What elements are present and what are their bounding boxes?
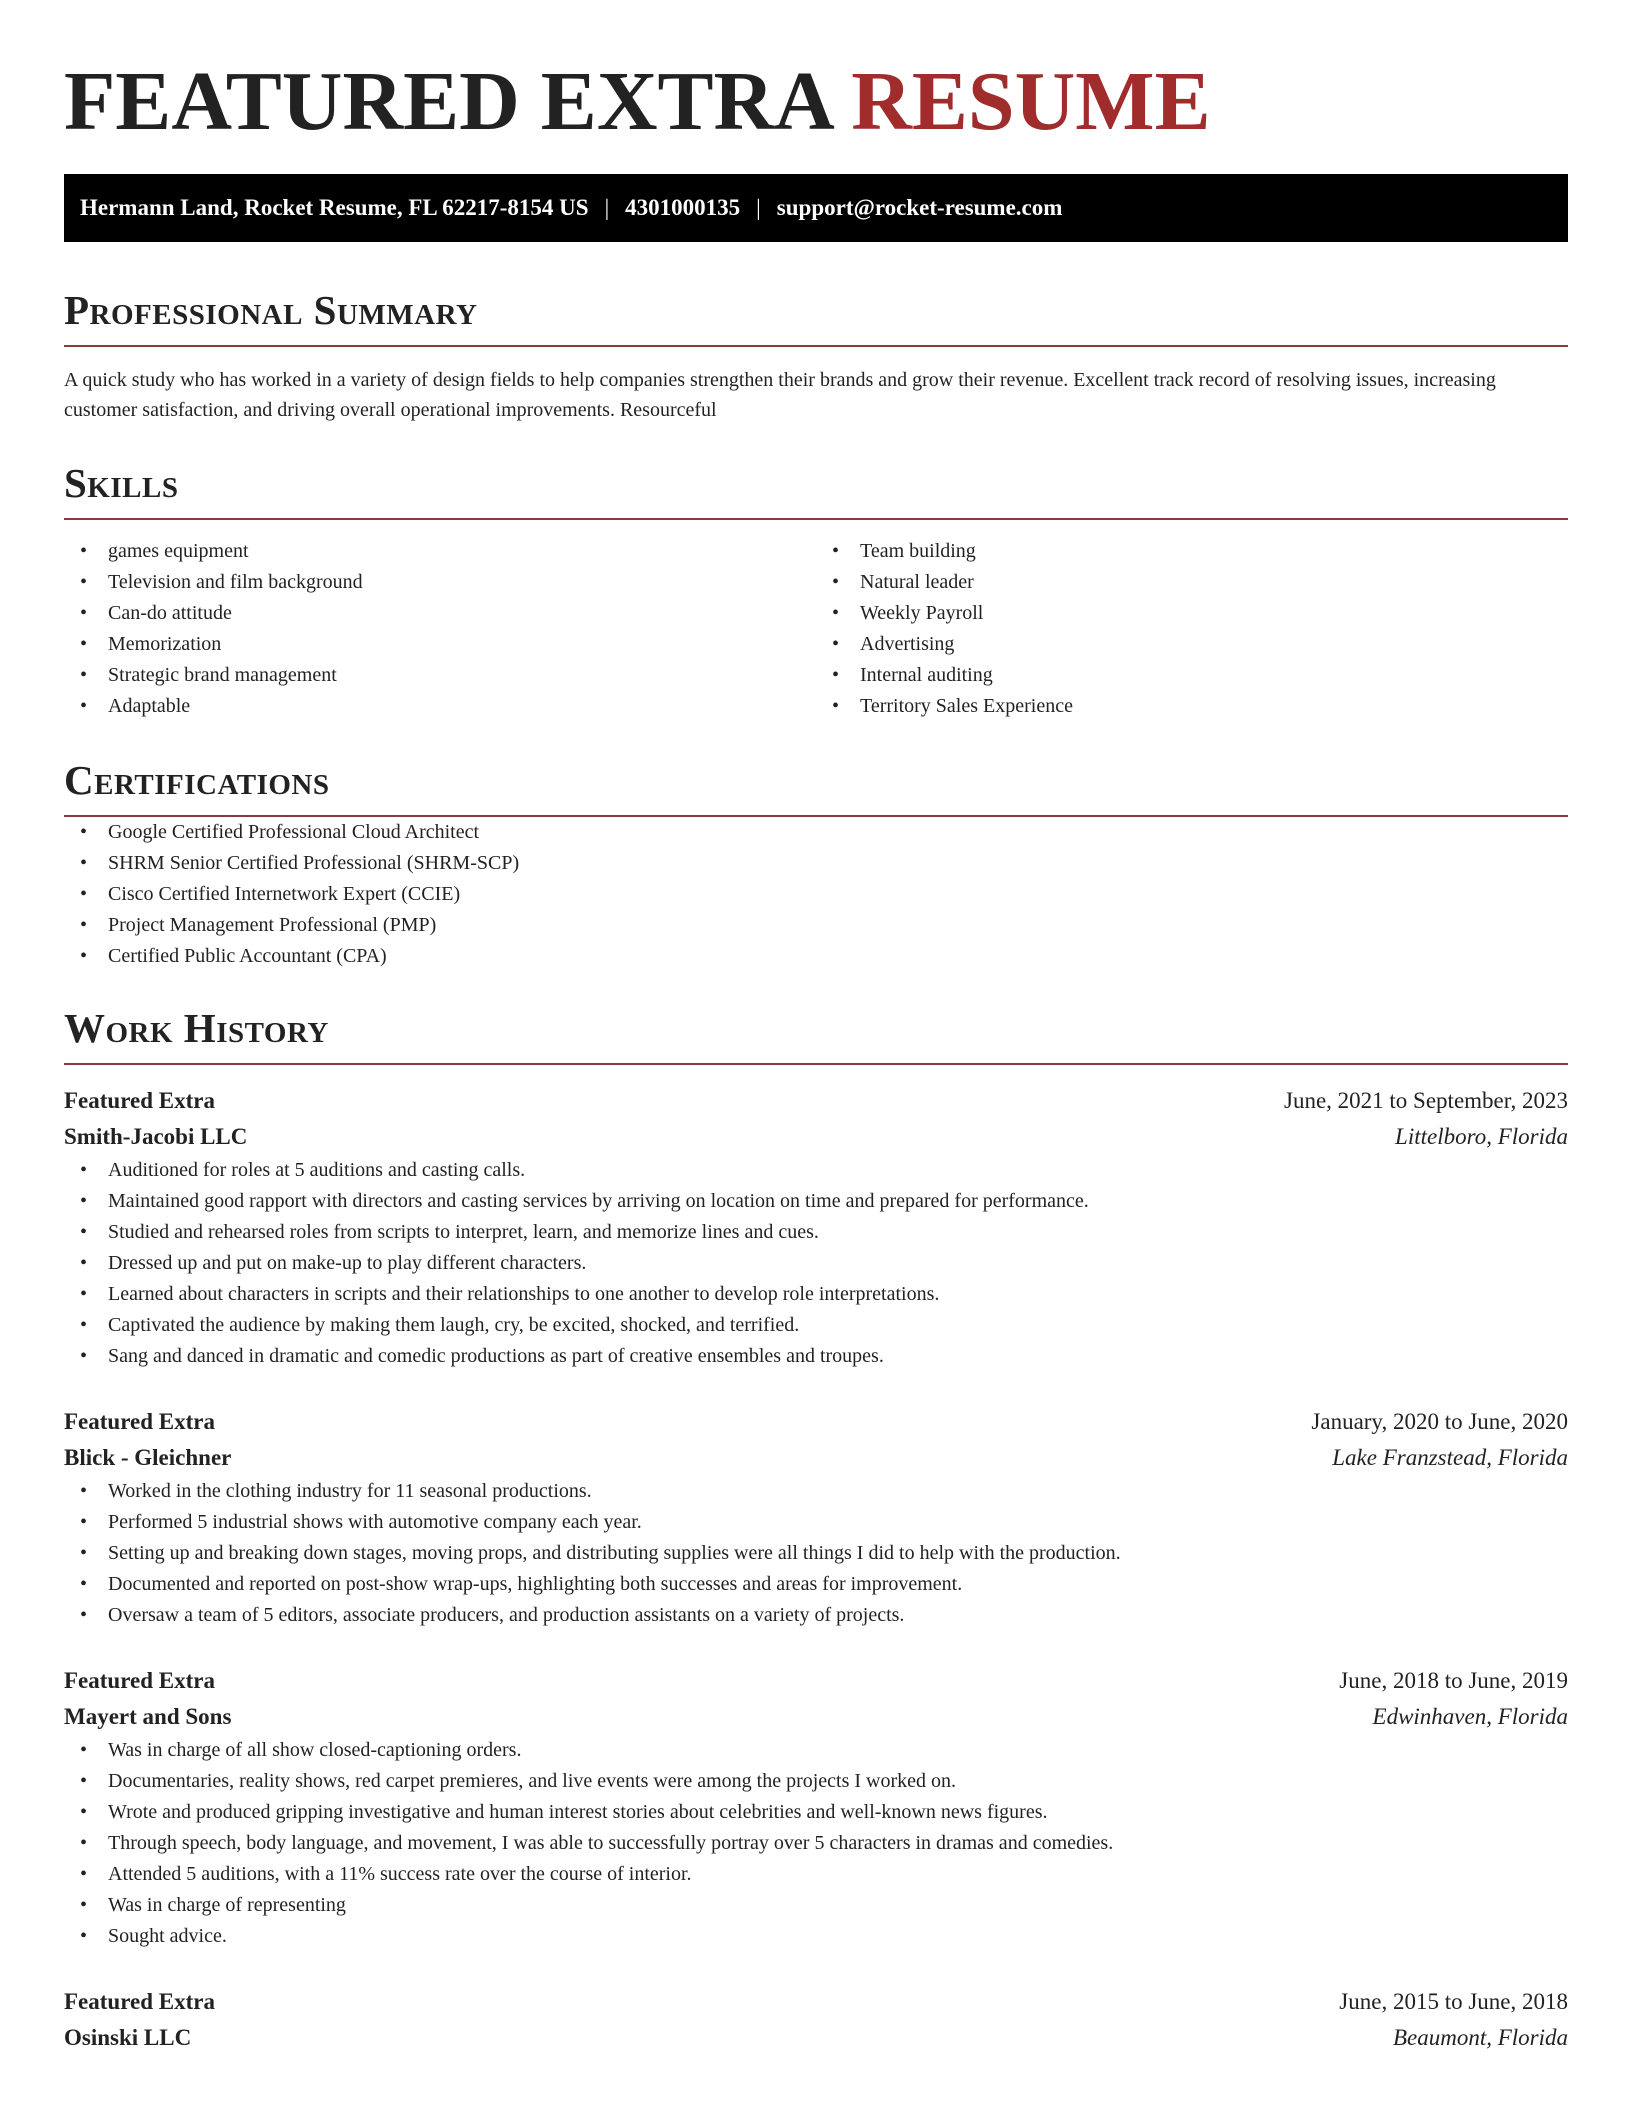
job-company-row [64,1119,1568,1155]
contact-address: Hermann Land, Rocket Resume, FL 62217-8154 US [80,195,589,220]
job-bullets [64,1476,1568,1631]
contact-separator: | [756,195,761,220]
job-bullet: • Worked in the clothing industry for 11 seasonal productions. [80,1476,1568,1507]
summary-text: A quick study who has worked in a variety of design fields to help companies strengthen their brands and grow their revenue. Excellent track record of resolving issues, increasing customer satisfaction, and driving overall operational improvements. Resourceful [64,369,1496,421]
job-company: Mayert and Sons [64,1704,232,1729]
skill-item: • Can-do attitude [80,598,816,629]
section-heading-skills: Skills [64,463,1568,520]
job-title: Featured Extra [64,1668,215,1693]
job-bullet: • Dressed up and put on make-up to play different characters. [80,1248,1568,1279]
job-entry [64,1404,1568,1631]
skills-list-right [816,536,1568,722]
skill-item: • Strategic brand management [80,660,816,691]
job-bullet: • Studied and rehearsed roles from scripts to interpret, learn, and memorize lines and cues. [80,1217,1568,1248]
skill-item: • Team building [832,536,1568,567]
job-title: Featured Extra [64,1409,215,1434]
certification-item: • SHRM Senior Certified Professional (SHRM-SCP) [80,848,1568,879]
job-bullet: • Sought advice. [80,1921,1568,1952]
skill-item: • Internal auditing [832,660,1568,691]
job-bullet: • Was in charge of all show closed-captioning orders. [80,1735,1568,1766]
job-bullet: • Attended 5 auditions, with a 11% success rate over the course of interior. [80,1859,1568,1890]
job-bullet: • Setting up and breaking down stages, moving props, and distributing supplies were all things I did to help with the production. [80,1538,1568,1569]
job-bullet: • Learned about characters in scripts and their relationships to one another to develop role interpretations. [80,1279,1568,1310]
job-header-row [64,1663,1568,1699]
certifications-list [64,817,1568,972]
job-bullet: • Auditioned for roles at 5 auditions and casting calls. [80,1155,1568,1186]
job-company: Smith-Jacobi LLC [64,1124,248,1149]
skill-item: • Advertising [832,629,1568,660]
job-dates: June, 2021 to September, 2023 [1284,1088,1568,1113]
contact-phone: 4301000135 [625,195,741,220]
job-bullet: • Maintained good rapport with directors and casting services by arriving on location on time and prepared for performance. [80,1186,1568,1217]
job-bullet: • Was in charge of representing [80,1890,1568,1921]
job-bullet: • Sang and danced in dramatic and comedic productions as part of creative ensembles and troupes. [80,1341,1568,1372]
job-location: Beaumont, Florida [1392,2025,1568,2050]
job-entry [64,1663,1568,1952]
job-bullet: • Wrote and produced gripping investigative and human interest stories about celebrities and well-known news figures. [80,1797,1568,1828]
job-dates: June, 2018 to June, 2019 [1339,1668,1568,1693]
certification-item: • Certified Public Accountant (CPA) [80,941,1568,972]
job-company-row [64,1440,1568,1476]
job-bullets [64,1735,1568,1952]
job-dates: June, 2015 to June, 2018 [1339,1989,1568,2014]
section-heading-certifications: Certifications [64,760,1568,817]
job-location: Edwinhaven, Florida [1372,1704,1568,1729]
job-company: Blick - Gleichner [64,1445,232,1470]
skill-item: • Adaptable [80,691,816,722]
skill-item: • Television and film background [80,567,816,598]
certification-item: • Project Management Professional (PMP) [80,910,1568,941]
section-heading-work-history: Work History [64,1008,1568,1065]
skills-list-left [64,536,816,722]
job-bullets [64,1155,1568,1372]
job-bullet: • Captivated the audience by making them laugh, cry, be excited, shocked, and terrified. [80,1310,1568,1341]
job-header-row [64,1083,1568,1119]
skill-item: • Territory Sales Experience [832,691,1568,722]
job-company-row [64,1699,1568,1735]
job-header-row [64,1404,1568,1440]
resume-title [64,55,1568,152]
contact-bar [64,174,1568,242]
skill-item: • Weekly Payroll [832,598,1568,629]
certification-item: • Google Certified Professional Cloud Architect [80,817,1568,848]
job-bullet: • Oversaw a team of 5 editors, associate producers, and production assistants on a variety of projects. [80,1600,1568,1631]
job-dates: January, 2020 to June, 2020 [1311,1409,1568,1434]
skills-grid [64,536,1568,722]
certification-item: • Cisco Certified Internetwork Expert (CCIE) [80,879,1568,910]
job-bullet: • Documented and reported on post-show wrap-ups, highlighting both successes and areas for improvement. [80,1569,1568,1600]
skill-item: • Natural leader [832,567,1568,598]
job-title: Featured Extra [64,1088,215,1113]
job-location: Littelboro, Florida [1395,1124,1568,1149]
section-heading-summary: Professional Summary [64,290,1568,347]
title-job-name: FEATURED EXTRA [64,55,831,148]
skill-item: • games equipment [80,536,816,567]
job-title: Featured Extra [64,1989,215,2014]
job-header-row [64,1984,1568,2020]
job-company-row [64,2020,1568,2056]
skill-item: • Memorization [80,629,816,660]
job-entry [64,1083,1568,1372]
contact-separator: | [604,195,610,220]
job-bullet: • Performed 5 industrial shows with automotive company each year. [80,1507,1568,1538]
title-resume-word: RESUME [851,55,1211,148]
contact-email: support@rocket-resume.com [776,195,1063,220]
job-company: Osinski LLC [64,2025,192,2050]
job-entry [64,1984,1568,2056]
job-bullet: • Through speech, body language, and movement, I was able to successfully portray over 5 characters in dramas and comedies. [80,1828,1568,1859]
job-location: Lake Franzstead, Florida [1332,1445,1568,1470]
job-bullet: • Documentaries, reality shows, red carpet premieres, and live events were among the projects I worked on. [80,1766,1568,1797]
